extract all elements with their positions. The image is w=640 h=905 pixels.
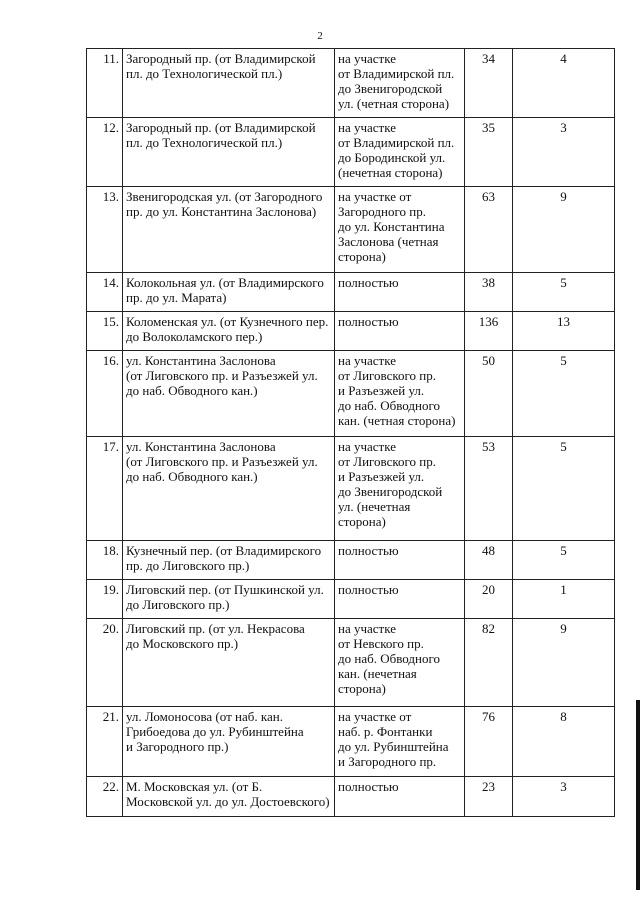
amount-cell: 3 <box>513 777 615 817</box>
row-number: 16. <box>87 351 123 437</box>
row-number: 15. <box>87 312 123 351</box>
street-name-cell: Кузнечный пер. (от Владимирского пр. до Лиговского пр.) <box>123 541 335 580</box>
table-row <box>87 187 615 273</box>
table-row <box>87 312 615 351</box>
count-cell: 76 <box>465 707 513 777</box>
street-name-cell: ул. Ломоносова (от наб. кан. Грибоедова до ул. Рубинштейна и Загородного пр.) <box>123 707 335 777</box>
count-cell: 35 <box>465 118 513 187</box>
row-number: 13. <box>87 187 123 273</box>
table-row <box>87 49 615 118</box>
row-number: 17. <box>87 437 123 541</box>
amount-cell: 9 <box>513 187 615 273</box>
street-name-cell: Загородный пр. (от Владимирской пл. до Технологической пл.) <box>123 49 335 118</box>
amount-cell: 1 <box>513 580 615 619</box>
count-cell: 48 <box>465 541 513 580</box>
amount-cell: 5 <box>513 541 615 580</box>
table-row <box>87 707 615 777</box>
street-name-cell: Колокольная ул. (от Владимирского пр. до ул. Марата) <box>123 273 335 312</box>
section-cell: на участке от Невского пр. до наб. Обводного кан. (нечетная сторона) <box>335 619 465 707</box>
scan-edge-mark <box>636 700 640 890</box>
row-number: 20. <box>87 619 123 707</box>
section-cell: полностью <box>335 580 465 619</box>
street-name-cell: Коломенская ул. (от Кузнечного пер. до Волоколамского пер.) <box>123 312 335 351</box>
count-cell: 136 <box>465 312 513 351</box>
count-cell: 63 <box>465 187 513 273</box>
count-cell: 23 <box>465 777 513 817</box>
section-cell: на участке от Владимирской пл. до Звенигородской ул. (четная сторона) <box>335 49 465 118</box>
amount-cell: 9 <box>513 619 615 707</box>
table-row <box>87 777 615 817</box>
page-number: 2 <box>317 30 323 42</box>
count-cell: 50 <box>465 351 513 437</box>
table-row <box>87 437 615 541</box>
count-cell: 20 <box>465 580 513 619</box>
section-cell: полностью <box>335 273 465 312</box>
amount-cell: 5 <box>513 437 615 541</box>
section-cell: полностью <box>335 777 465 817</box>
amount-cell: 8 <box>513 707 615 777</box>
section-cell: на участке от наб. р. Фонтанки до ул. Рубинштейна и Загородного пр. <box>335 707 465 777</box>
street-name-cell: ул. Константина Заслонова (от Лиговского пр. и Разъезжей ул. до наб. Обводного кан.) <box>123 437 335 541</box>
amount-cell: 13 <box>513 312 615 351</box>
table-row <box>87 580 615 619</box>
streets-table <box>86 48 615 817</box>
section-cell: на участке от Загородного пр. до ул. Константина Заслонова (четная сторона) <box>335 187 465 273</box>
street-name-cell: ул. Константина Заслонова (от Лиговского пр. и Разъезжей ул. до наб. Обводного кан.) <box>123 351 335 437</box>
section-cell: на участке от Лиговского пр. и Разъезжей ул. до наб. Обводного кан. (четная сторона) <box>335 351 465 437</box>
row-number: 12. <box>87 118 123 187</box>
section-cell: на участке от Владимирской пл. до Бородинской ул. (нечетная сторона) <box>335 118 465 187</box>
row-number: 18. <box>87 541 123 580</box>
amount-cell: 5 <box>513 351 615 437</box>
row-number: 14. <box>87 273 123 312</box>
amount-cell: 3 <box>513 118 615 187</box>
street-name-cell: Лиговский пр. (от ул. Некрасова до Московского пр.) <box>123 619 335 707</box>
table-row <box>87 273 615 312</box>
count-cell: 38 <box>465 273 513 312</box>
amount-cell: 5 <box>513 273 615 312</box>
street-name-cell: Звенигородская ул. (от Загородного пр. до ул. Константина Заслонова) <box>123 187 335 273</box>
section-cell: на участке от Лиговского пр. и Разъезжей ул. до Звенигородской ул. (нечетная сторона) <box>335 437 465 541</box>
row-number: 21. <box>87 707 123 777</box>
street-name-cell: Загородный пр. (от Владимирской пл. до Технологической пл.) <box>123 118 335 187</box>
table-row <box>87 351 615 437</box>
table-row <box>87 118 615 187</box>
row-number: 19. <box>87 580 123 619</box>
count-cell: 82 <box>465 619 513 707</box>
street-name-cell: М. Московская ул. (от Б. Московской ул. до ул. Достоевского) <box>123 777 335 817</box>
amount-cell: 4 <box>513 49 615 118</box>
street-name-cell: Лиговский пер. (от Пушкинской ул. до Лиговского пр.) <box>123 580 335 619</box>
count-cell: 53 <box>465 437 513 541</box>
section-cell: полностью <box>335 312 465 351</box>
row-number: 22. <box>87 777 123 817</box>
count-cell: 34 <box>465 49 513 118</box>
section-cell: полностью <box>335 541 465 580</box>
table-row <box>87 541 615 580</box>
table-row <box>87 619 615 707</box>
row-number: 11. <box>87 49 123 118</box>
